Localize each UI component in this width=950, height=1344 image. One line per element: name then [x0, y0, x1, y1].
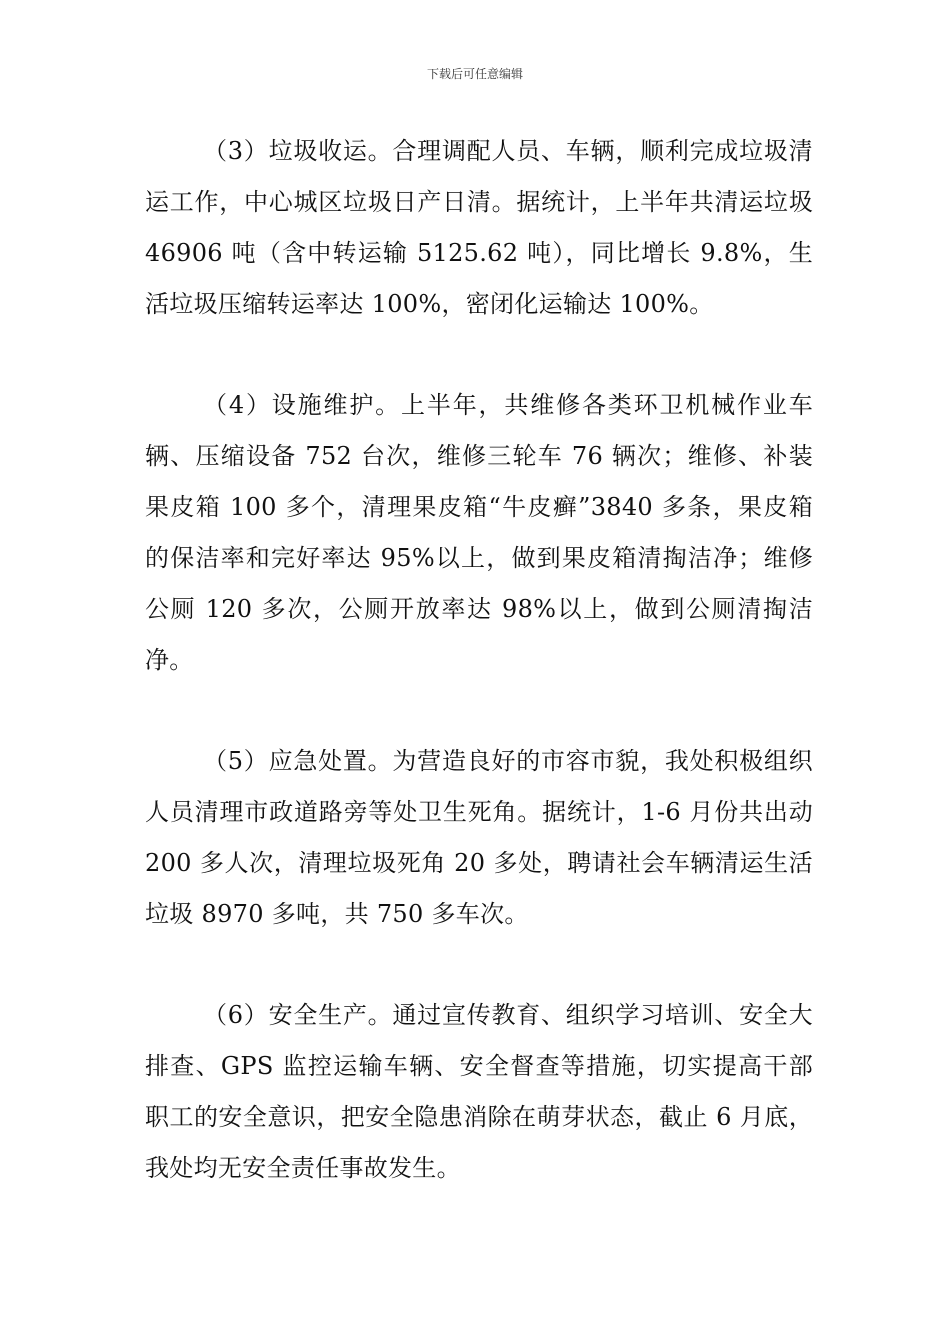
paragraph-garbage-collection: （3）垃圾收运。合理调配人员、车辆，顺利完成垃圾清运工作，中心城区垃圾日产日清。据统计，上半年共清运垃圾 46906 吨（含中转运输 5125.62 吨），同比增长 9.8%，生活垃圾压缩转运率达 100%，密闭化运输达 100%。	[145, 137, 813, 318]
page-header-note: 下载后可任意编辑	[426, 67, 523, 81]
paragraph-emergency-response: （5）应急处置。为营造良好的市容市貌，我处积极组织人员清理市政道路旁等处卫生死角。据统计，1-6 月份共出动 200 多人次，清理垃圾死角 20 多处，聘请社会车辆清运生活垃圾 8970 多吨，共 750 多车次。	[145, 747, 813, 928]
document-body	[145, 126, 813, 1194]
paragraph-safety-production: （6）安全生产。通过宣传教育、组织学习培训、安全大排查、GPS 监控运输车辆、安全督查等措施，切实提高干部职工的安全意识，把安全隐患消除在萌芽状态，截止 6 月底，我处均无安全责任事故发生。	[145, 1001, 813, 1182]
paragraph-facility-maintenance: （4）设施维护。上半年，共维修各类环卫机械作业车辆、压缩设备 752 台次，维修三轮车 76 辆次；维修、补装果皮箱 100 多个，清理果皮箱“牛皮癣”3840 多条，果皮箱的保洁率和完好率达 95%以上，做到果皮箱清掏洁净；维修公厕 120 多次，公厕开放率达 98%以上，做到公厕清掏洁净。	[145, 391, 813, 674]
